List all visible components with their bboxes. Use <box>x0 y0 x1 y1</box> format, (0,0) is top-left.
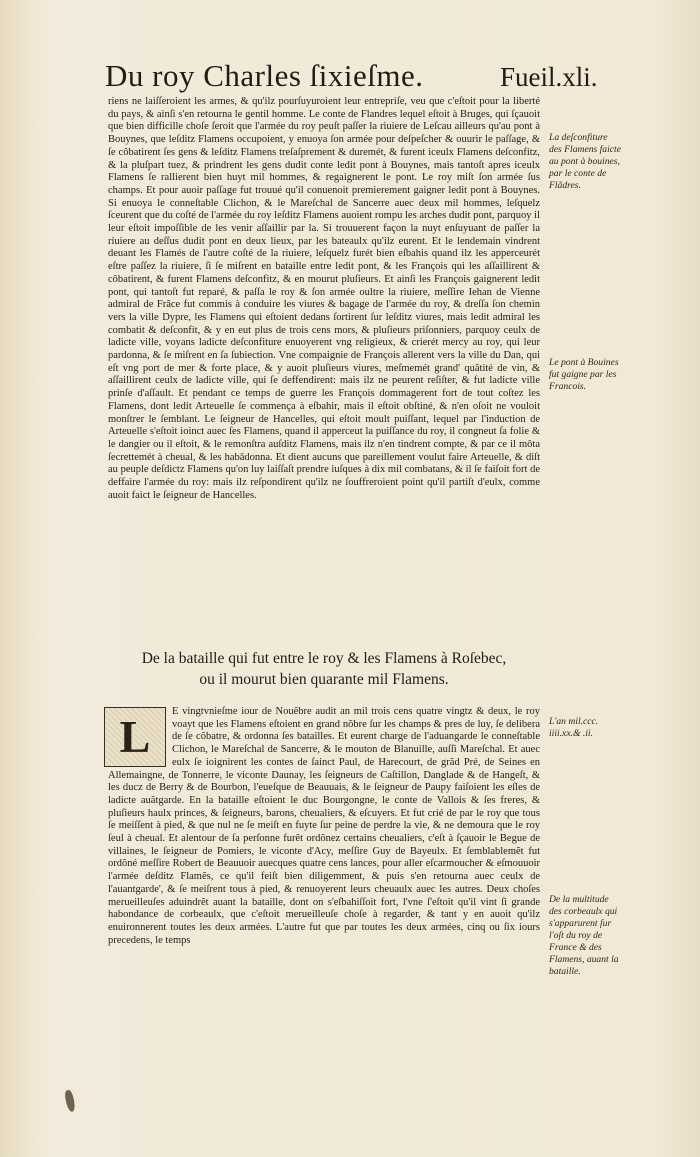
marginal-note-4: De la multitude des corbeaulx qui s'apparurent ſur l'oſt du roy de France & des Flamens, auant la bataille. <box>549 894 619 977</box>
ink-blot <box>64 1089 76 1112</box>
running-title: Du roy Charles ſixieſme. <box>105 58 424 93</box>
chapter-heading-line-1: De la bataille qui fut entre le roy & les Flamens à Roſebec, <box>141 650 507 667</box>
paragraph: riens ne laiſſeroient les armes, & qu'ilz pourſuyuroient leur entrepriſe, veu que c'eſtoit pour la liberté du pays, & ainſi s'en retourna le gentil homme. Le conte de Flandres lequel eſtoit à Bruges, qui ſçauoit que bien difficille choſe ſeroit que l'armée du roy peuſt paſſer la riuiere de Leſcau ailleurs qu'au pont à Bouynes, que leſditz Flamens occupoient, y enuoya ſon armée pour deſpeſcher & ouurir le paſſage, & ſe côbatirent ſes gens & leſditz Flamens treſaſprement & duremét, & furent iceulx Flamens deſconfitz, & la pluſpart tuez, & prindrent les gens dudit conte ledit pont à Bouynes, mais tantoſt apres iceulx Flamens ſe rallierent bien huyt mil hommes, & regaignerent le pont. Le roy miſt ſon armée ſus champs. Et pour auoir paſſage fut trouué qu'il conuenoit premierement gaigner ledit pont à Bouynes. Si enuoya le conneſtable Clichon, & le Mareſchal de Sancerre auec deux mil hommes, leſquelz ſceurent que du coſté de l'armée du roy leſditz Flamens auoient rompu les arches dudit pont, parquoy il leur eſtoit impoſſible de les venir aſſaillir par la. Si trouuerent façon la nuyt enſuyuant de paſſer la riuiere au deſſus dudit pont en deux lieux, par les bateaulx qu'ilz eurent. Et le lendemain vindrent deuant les Flamés de l'autre coſté de la riuiere, leſquelz furét bien eſbahis quand ilz les apperceurét eſtre paſſez la riuiere, ſi ſe miſrent en bataille entre ledit pont, & les François qui les aſſaillirent & côbatirent, & furent Flamens deſconfitz, & en mourut pluſieurs. Et ainſi les François gaignerent ledit pont, qui tantoſt fut reparé, & paſſa le roy & ſon armée oultre la riuiere, meſſire Iehan de Vienne admiral de Frãce fut commis à conduire les viures & bagage de l'armée du roy, & dreſſa ſon chemin vers la ville Dypre, les Flamens qui eſtoient dedans ſortirent ſur leſditz viures, mais ledit admiral les combatit & deſconfit, & y en eut plus de trois cens mors, & pluſieurs priſonniers, parquoy ceulx de ladicte ville, voyans ladicte deſconfiture enuoyerent vng religieux, & crierét mercy au roy, qui leur pardonna, & ſe miſrent en ſa ſubiection. Vne compaignie de François allerent vers la ville du Dan, qui eſt vng port de mer & forte place, & y auoit pluſieurs viures, meſmemét grand' quãtité de vin, & aſſaillirent ceulx de ladicte ville, qui ſe deffendirent: mais ilz ne peurent reſiſter, & fut ladicte ville prinſe d'aſſault. Et pendant ce temps de guerre les François dommagerent fort de tout coſtez les Flamens, dont ledit Arteuelle ſe commença à eſbahir, mais il eſtoit obſtiné, & n'en oſoit ne vouloit monſtrer le ſemblant. Le ſeigneur de Hancelles, qui eſtoit moult puiſſant, lequel par l'induction de Arteuelle s'eſtoit ioinct auec ſes Flamens, quand il apperceut la puiſſance du roy, il congneut ſa folie & le dangier ou il eſtoit, & le remonſtra auſditz Flamens, mais ilz n'en tindrent compte, & par ce il môta ſecrettemét à cheual, & les habādonna. Et dient aucuns que pareillement voulut faire Arteuelle, & diſt au peuple deſdictz Flamens qu'on luy laiſſaſt prendre iuſques à dix mil combatans, & il ſe faiſoit fort de deffaire l'armée du roy: mais ilz reſpondirent qu'ilz ne ſouffreroient point qu'il partiſt d'eulx, comme auoit faict le ſeigneur de Hancelles. <box>108 96 540 501</box>
marginal-note-1: La deſconfiture des Flamens faicte au pont à bouines, par le conte de Flãdres. <box>549 132 621 191</box>
paragraph <box>108 706 540 947</box>
marginal-note-2: Le pont à Bouines fut gaigne par les Francois. <box>549 357 619 392</box>
body-text-section-2 <box>108 706 540 947</box>
chapter-heading <box>108 648 540 690</box>
body-text-section-1 <box>108 96 540 503</box>
ornamental-initial: L <box>104 707 166 767</box>
chapter-heading-line-2: ou il mourut bien quarante mil Flamens. <box>199 671 449 688</box>
marginal-note-3: L'an mil.ccc. iiii.xx.& .ii. <box>549 716 599 739</box>
paragraph-text: E vingtvnieſme iour de Nouẽbre audit an mil trois cens quatre vingtz & deux, le roy voayt que les Flamens eſtoient en grand nõbre ſur les champs & pres de luy, ſe delibera de ſe cõbatre, & ordonna ſes batailles. Et eurent charge de l'aduangarde le conneſtable Clichon, le Mareſchal de Sancerre, & le mouton de Blanuille, auſſi Mareſchal. Et auec eulx ſe ioignirent les contes de ſainct Paul, de Harecourt, de grãd Pré, de Seines en Allemaingne, de Tonnerre, le viconte Daunay, les ſeigneurs de Caſtillon, Danglade & de Hangeſt, & les ducz de Berry & de Bourbon, l'eueſque de Beauuais, & le ſeigneur de Paupy faiſoient les eſles de ladicte auãtgarde. En la bataille eſtoient le duc Bourgongne, le conte de Vallois & ſes freres, & pluſieurs haulx princes, & ſeigneurs, barons, cheualiers, & eſcuyers. Et fut crié de par le roy que tous ſe meiſſent à pied, & que nul ne ſe meiſt en fuyte ſur peine de perdre la vie, & ne demoura que le roy ſeul à cheual. Et alentour de ſa perſonne furẽt ordõnez certains cheualiers, c'eſt à ſçauoir le Begue de villaines, le ſeigneur de Pomiers, le viconte d'Acy, meſſire Guy de Bayeulx. Et ſemblablemẽt fut ordõné meſſire Robert de Beauuoir auecques quatre cens lances, pour aller eſcarmoucher & eſmouuoir l'armée deſditz Flamẽs, ce qu'il feiſt bien diligemment, & puis s'en retourna auec ceulx de l'auantgarde', & ſe meiſrent tous à pied, & renuoyerent leurs cheuaulx auec les autres. Deux choſes merueilleuſes aduindrẽt auant la bataille, dont on s'eſbahiſſoit fort, l'vne ſ'eſtoit qu'il vint ſi grande habondance de corbeaulx, que c'eſtoit merueilleuſe choſe à regarder, & tant y en auoit qu'ilz enuironnerent toutes les deux armées. L'autre fut que par toutes les deux armées, cinq ou ſix iours precedens, le temps <box>108 706 540 946</box>
folio-number: Fueil.xli. <box>500 62 598 92</box>
